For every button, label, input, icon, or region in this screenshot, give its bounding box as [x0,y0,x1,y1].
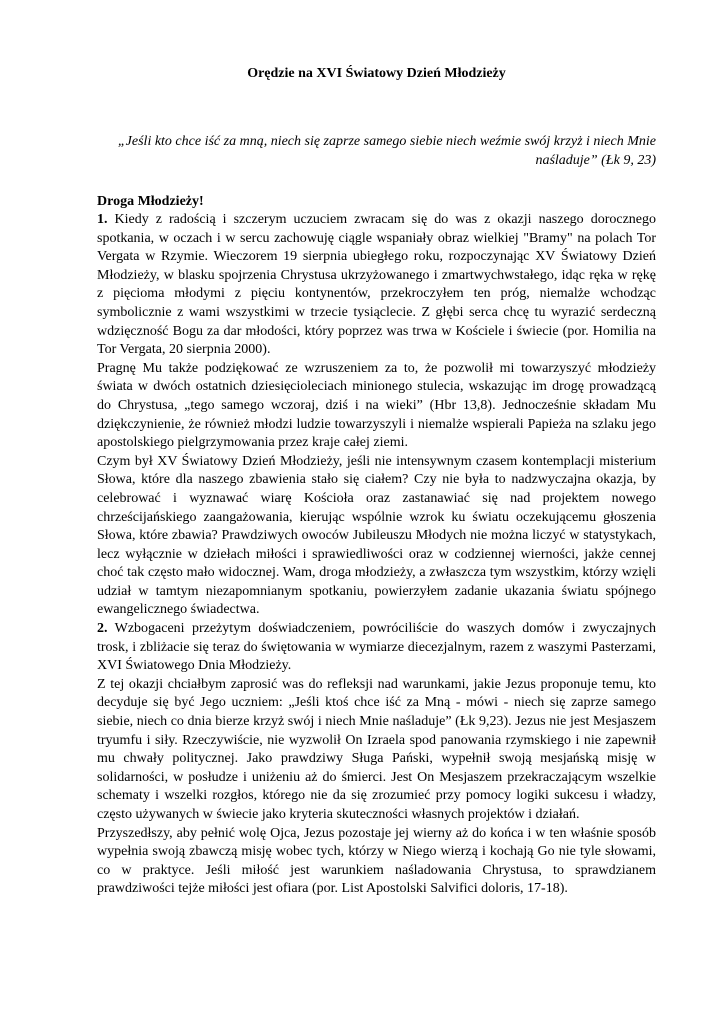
paragraph-6 [97,825,656,899]
paragraph-2 [97,360,656,453]
paragraph-1 [97,211,656,360]
paragraph-number: 2. [97,621,108,637]
paragraph-number: 1. [97,212,108,227]
document-title: Orędzie na XVI Światowy Dzień Młodzieży [247,66,506,81]
paragraph-text: Z tej okazji chciałbym zaprosić was do refleksji nad warunkami, jakie Jezus proponuje temu, kto decyduje się być Jego uczniem: „Jeśli ktoś chce iść za Mną - mówi - niech się zaprze samego siebie, niech co dnia bierze krzyż swój i niech Mnie naśladuje” (Łk 9,23). Jezus nie jest Mesjaszem tryumfu i siły. Rzeczywiście, nie wyzwolił On Izraela spod panowania rzymskiego i nie zapewnił mu chwały politycznej. Jako prawdziwy Sługa Pański, wypełnił swoją mesjańską misję w solidarności, w posłudze i uniżeniu aż do śmierci. Jest On Mesjaszem przekraczającym wszelkie schematy i wszelki rozgłos, którego nie da się zrozumieć przy pomocy logiki sukcesu i władzy, często używanych w świecie jako kryteria skuteczności własnych projektów i działań. [97,676,656,822]
paragraph-text: Przyszedłszy, aby pełnić wolę Ojca, Jezus pozostaje jej wierny aż do końca i w ten właśnie sposób wypełnia swoją zbawczą misję wobec tych, którzy w Niego wierzą i kochają Go nie tyle słowami, co w praktyce. Jeśli miłość jest warunkiem naśladowania Chrystusa, to sprawdzianem prawdziwości tejże miłości jest ofiara (por. List Apostolski Salvifici doloris, 17-18). [97,825,656,897]
paragraph-text: Wzbogaceni przeżytym doświadczeniem, powróciliście do waszych domów i zwyczajnych trosk, i zbliżacie się teraz do świętowania w wymiarze diecezjalnym, razem z waszymi Pasterzami, XVI Światowego Dnia Młodzieży. [97,621,656,674]
paragraph-text: Kiedy z radością i szczerym uczuciem zwracam się do was z okazji naszego dorocznego spotkania, w oczach i w sercu zachowuję ciągle wspaniały obraz wielkiej "Bramy" na polach Tor Vergata w Rzymie. Wieczorem 19 sierpnia ubiegłego roku, rozpoczynając XV Światowy Dzień Młodzieży, w blasku spojrzenia Chrystusa ukrzyżowanego i zmartwychwstałego, idąc ręka w rękę z pięcioma młodymi z pięciu kontynentów, przekroczyłem ten próg, niemalże wchodząc symbolicznie z wami wszystkimi w trzecie tysiąclecie. Z głębi serca chcę tu wyrazić serdeczną wdzięczność Bogu za dar młodości, który poprzez was trwa w Kościele i świecie (por. Homilia na Tor Vergata, 20 sierpnia 2000). [97,212,656,358]
motto-quote: „Jeśli kto chce iść za mną, niech się zaprze samego siebie niech weźmie swój krzyż i niech Mnie naśladuje” (Łk 9, 23) [117,134,656,168]
paragraph-4 [97,620,656,676]
paragraph-5 [97,676,656,825]
greeting: Droga Młodzieży! [97,194,204,209]
document-page [97,64,656,899]
paragraph-3 [97,453,656,620]
paragraph-text: Pragnę Mu także podziękować ze wzruszeniem za to, że pozwolił mi towarzyszyć młodzieży świata w dwóch ostatnich dziesięcioleciach minionego stulecia, wskazując im drogę prowadzącą do Chrystusa, „tego samego wczoraj, dziś i na wieki” (Hbr 13,8). Jednocześnie składam Mu dziękczynienie, że również młodzi ludzie towarzyszyli i niemalże wspierali Papieża na szlaku jego apostolskiego pielgrzymowania przez kraje całej ziemi. [97,360,656,451]
paragraph-text: Czym był XV Światowy Dzień Młodzieży, jeśli nie intensywnym czasem kontemplacji misterium Słowa, które dla naszego zbawienia stało się ciałem? Czy nie była to nadzwyczajna okazja, by celebrować i wyznawać wiarę Kościoła oraz zastanawiać się nad projektem nowego chrześcijańskiego zaangażowania, kierując wspólnie wzrok ku światu oczekującemu głoszenia Słowa, które zbawia? Prawdziwych owoców Jubileuszu Młodych nie można liczyć w statystykach, lecz wyłącznie w dziełach miłości i sprawiedliwości oraz w codziennej wierności, jakże cennej choć tak często mało widocznej. Wam, droga młodzieży, a zwłaszcza tym wszystkim, którzy wzięli udział w tamtym niezapomnianym spotkaniu, powierzyłem zadanie ukazania światu spójnego ewangelicznego świadectwa. [97,453,656,618]
